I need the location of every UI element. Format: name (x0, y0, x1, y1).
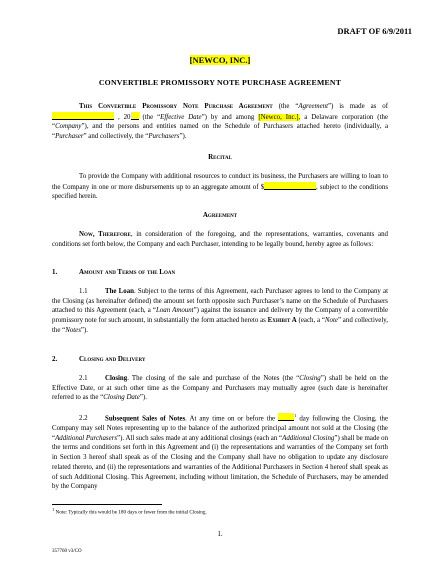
section-1-1-paragraph: 1.1 The Loan. Subject to the terms of this Agreement, each Purchaser agrees to lend to the Company at the Closing (as hereinafter defined) the amount set forth opposite such Purchaser’s name on the Schedule of Purchasers attached to this Agreement (each, a “Loan Amount”) against the issuance and delivery by the Company of a convertible promissory note for such amount, in substantially the form attached hereto as Exhibit A (each, a “Note” and collectively, the “Notes”). (52, 288, 389, 334)
company-term: Company (55, 123, 82, 131)
section-1-heading: 1. Amount and Terms of the Loan (52, 268, 176, 276)
company-reference: [Newco, Inc.] (258, 113, 299, 121)
additional-closing-term: Additional Closing (282, 434, 335, 442)
exhibit-a: Exhibit A (267, 317, 297, 325)
closing-heading: Closing (105, 375, 128, 382)
company-name (0, 55, 440, 65)
agreement-heading: Agreement (202, 211, 238, 219)
notes-term: Notes (65, 326, 81, 334)
draft-date-header: DRAFT OF 6/9/2011 (337, 26, 412, 36)
days-blank[interactable] (278, 413, 297, 421)
purchasers-term: Purchasers (148, 133, 180, 141)
agreement-paragraph: Now, Therefore, in consideration of the foregoing, and the representations, warranties, covenants and conditions set forth below, the Company and each Purchaser, intending to be legally bound, hereby agree as follows: (52, 231, 388, 248)
additional-purchasers-term: Additional Purchasers (55, 434, 118, 442)
intro-paragraph: This Convertible Promissory Note Purchase Agreement (the “Agreement”) is made as of , 20 (the “Effective Date”) by and among [Newco, Inc.], a Delaware corporation (the “Company”), and the persons and entities named on the Schedule of Purchasers attached hereto (individually, a “Purchaser” and collectively, the “Purchasers”). (52, 103, 389, 141)
year-blank[interactable] (131, 112, 139, 120)
footnote: $^1$ Note: Typically this would be 180 days or fewer from the initial Closing. (52, 507, 207, 516)
now-therefore: Now, Therefore (79, 231, 131, 238)
loan-amount-term: Loan Amount (156, 307, 194, 315)
company-name-text: [NEWCO, INC.] (189, 55, 251, 65)
footnote-separator (52, 504, 162, 505)
subsequent-sales-heading: Subsequent Sales of Notes (105, 415, 186, 423)
agreement-term: Agreement (298, 103, 328, 110)
document-id: 357760 v3/CO (52, 549, 82, 554)
section-2-heading: 2. Closing and Delivery (52, 355, 146, 363)
date-blank[interactable] (52, 112, 114, 120)
effective-date-term: Effective Date (160, 113, 202, 121)
document-title: CONVERTIBLE PROMISSORY NOTE PURCHASE AGREEMENT (98, 78, 342, 87)
recital-paragraph: To provide the Company with additional resources to conduct its business, the Purchasers are willing to loan to the Company in one or more disbursements up to an aggregate amount of $ , subject to the conditions specified herein. (52, 173, 388, 201)
closing-date-term: Closing Date (103, 394, 140, 402)
section-2-2-paragraph: 2.2 Subsequent Sales of Notes. At any time on or before the $^1$ day following the Closing, the Company may sell Notes representing up to the balance of the authorized principal amount not sold at the Closing (the “Additional Purchasers”). All such sales made at any additional closings (each an “Additional Closing”) shall be made on the terms and conditions set forth in this Agreement and (i) the representations and warranties of the Company set forth in Section 3 hereof shall speak as of the Closing and the Company shall have no obligation to update any disclosure related thereto, and (ii) the representations and warranties of the Additional Purchasers in Section 4 hereof shall speak as of such Additional Closing. This Agreement, including without limitation, the Schedule of Purchasers, may be amended by the Company (52, 413, 389, 491)
footnote-ref: 1 (294, 413, 297, 418)
page-number: 1. (217, 530, 223, 538)
purchaser-term: Purchaser (55, 133, 84, 141)
note-term: Note (324, 317, 338, 325)
closing-term: Closing (299, 375, 321, 382)
intro-lead: This Convertible Promissory Note Purchase Agreement (79, 103, 273, 110)
the-loan-heading: The Loan (105, 288, 134, 295)
section-2-1-paragraph: 2.1 Closing. The closing of the sale and purchase of the Notes (the “Closing”) shall be held on the Effective Date, or at such other time as the Company and Purchasers may mutually agree (such date is hereinafter referred to as the “Closing Date”). (52, 375, 388, 402)
amount-blank[interactable] (264, 182, 316, 190)
recital-heading: Recital (208, 153, 232, 161)
